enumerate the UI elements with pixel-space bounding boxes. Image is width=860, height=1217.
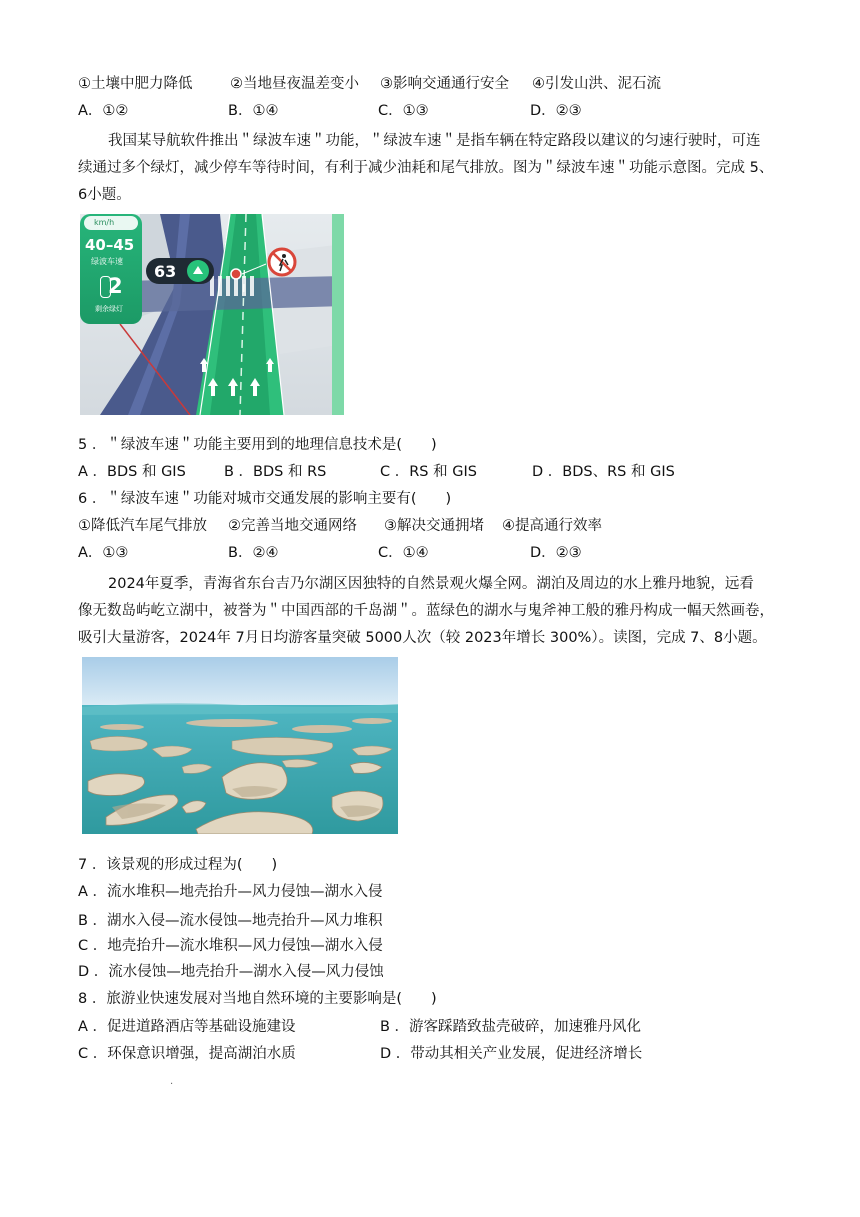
q5-stem-text: 5 ．＂绿波车速＂功能主要用到的地理信息技术是( ): [78, 437, 437, 453]
q6-option-3: ③解决交通拥堵: [384, 518, 484, 534]
q8-choice-a[interactable]: A ．促进道路酒店等基础设施建设: [78, 1019, 296, 1035]
water-yardang-photo: [82, 657, 398, 834]
q5-choice-b[interactable]: B ．BDS 和 RS: [224, 464, 327, 480]
q7-choice-b-text: B ．湖水入侵—流水侵蚀—地壳抬升—风力堆积: [78, 913, 383, 929]
footer-dot: .: [170, 1076, 174, 1087]
q7-choice-c-text: C ．地壳抬升—流水堆积—风力侵蚀—湖水入侵: [78, 938, 383, 954]
speed-unit-label: km/h: [94, 218, 115, 227]
intro-7-8: [78, 571, 800, 652]
intro-7-8-line-3: 吸引大量游客，2024年 7月日均游客量突破 5000人次（较 2023年增长 300%）。读图，完成 7、8小题。: [78, 630, 767, 646]
q4-option-4: ④引发山洪、泥石流: [532, 76, 661, 92]
q4-choice-c[interactable]: C．①③: [378, 103, 429, 119]
q8-choice-b[interactable]: B ．游客踩踏致盐壳破碎，加速雅丹风化: [380, 1019, 642, 1035]
q6-option-2: ②完善当地交通网络: [228, 518, 357, 534]
q5-choice-c[interactable]: C ．RS 和 GIS: [380, 464, 477, 480]
intro-5-6: [78, 128, 800, 209]
suggested-speed-range: 40–45: [85, 236, 135, 254]
q4-option-2: ②当地昼夜温差变小: [230, 76, 359, 92]
q4-choice-a[interactable]: A．①②: [78, 103, 129, 119]
remaining-green-label: 剩余绿灯: [95, 305, 123, 313]
signal-countdown: 63: [154, 262, 177, 281]
green-wave-navigation-image: [80, 214, 344, 415]
q6-choice-c[interactable]: C．①④: [378, 545, 429, 561]
remaining-green-count: 2: [108, 274, 123, 298]
q7-stem-text: 7 ．该景观的形成过程为( ): [78, 857, 278, 873]
q4-choice-d[interactable]: D．②③: [530, 103, 582, 119]
q4-option-1: ①土壤中肥力降低: [78, 76, 193, 92]
q6-choice-b[interactable]: B．②④: [228, 545, 279, 561]
q7-choice-d-text: D ．流水侵蚀—地壳抬升—湖水入侵—风力侵蚀: [78, 964, 384, 980]
q8-choice-c[interactable]: C ．环保意识增强，提高湖泊水质: [78, 1046, 296, 1062]
q6-stem-text: 6 ．＂绿波车速＂功能对城市交通发展的影响主要有( ): [78, 491, 452, 507]
q6-option-4: ④提高通行效率: [502, 518, 602, 534]
intro-5-6-line-2: 续通过多个绿灯，减少停车等待时间，有利于减少油耗和尾气排放。图为＂绿波车速＂功能示意图。完成 5、: [78, 160, 774, 176]
q6-choice-a[interactable]: A．①③: [78, 545, 129, 561]
intro-7-8-line-2: 像无数岛屿屹立湖中，被誉为＂中国西部的千岛湖＂。蓝绿色的湖水与鬼斧神工般的雅丹构成一幅天然画卷，: [78, 603, 774, 619]
yardang-landscape: [82, 657, 398, 834]
q8-stem-text: 8 ．旅游业快速发展对当地自然环境的主要影响是( ): [78, 991, 437, 1007]
q5-choice-d[interactable]: D ．BDS、RS 和 GIS: [532, 464, 675, 480]
q6-option-1: ①降低汽车尾气排放: [78, 518, 207, 534]
intro-7-8-line-1: 2024年夏季，青海省东台吉乃尔湖区因独特的自然景观火爆全网。湖泊及周边的水上雅丹地貌，远看: [108, 576, 754, 592]
green-wave-speed-label: 绿波车速: [91, 257, 123, 266]
q7-choice-a-text: A ．流水堆积—地壳抬升—风力侵蚀—湖水入侵: [78, 884, 383, 900]
q6-choice-d[interactable]: D．②③: [530, 545, 582, 561]
intro-5-6-line-1: 我国某导航软件推出＂绿波车速＂功能，＂绿波车速＂是指车辆在特定路段以建议的匀速行驶时，可连: [108, 133, 761, 149]
q4-choice-b[interactable]: B．①④: [228, 103, 279, 119]
q4-option-3: ③影响交通通行安全: [380, 76, 509, 92]
q5-choice-a[interactable]: A ．BDS 和 GIS: [78, 464, 186, 480]
intro-5-6-line-3: 6小题。: [78, 187, 131, 203]
q8-choice-d[interactable]: D ．带动其相关产业发展，促进经济增长: [380, 1046, 643, 1062]
traffic-light-icon: [100, 276, 111, 298]
